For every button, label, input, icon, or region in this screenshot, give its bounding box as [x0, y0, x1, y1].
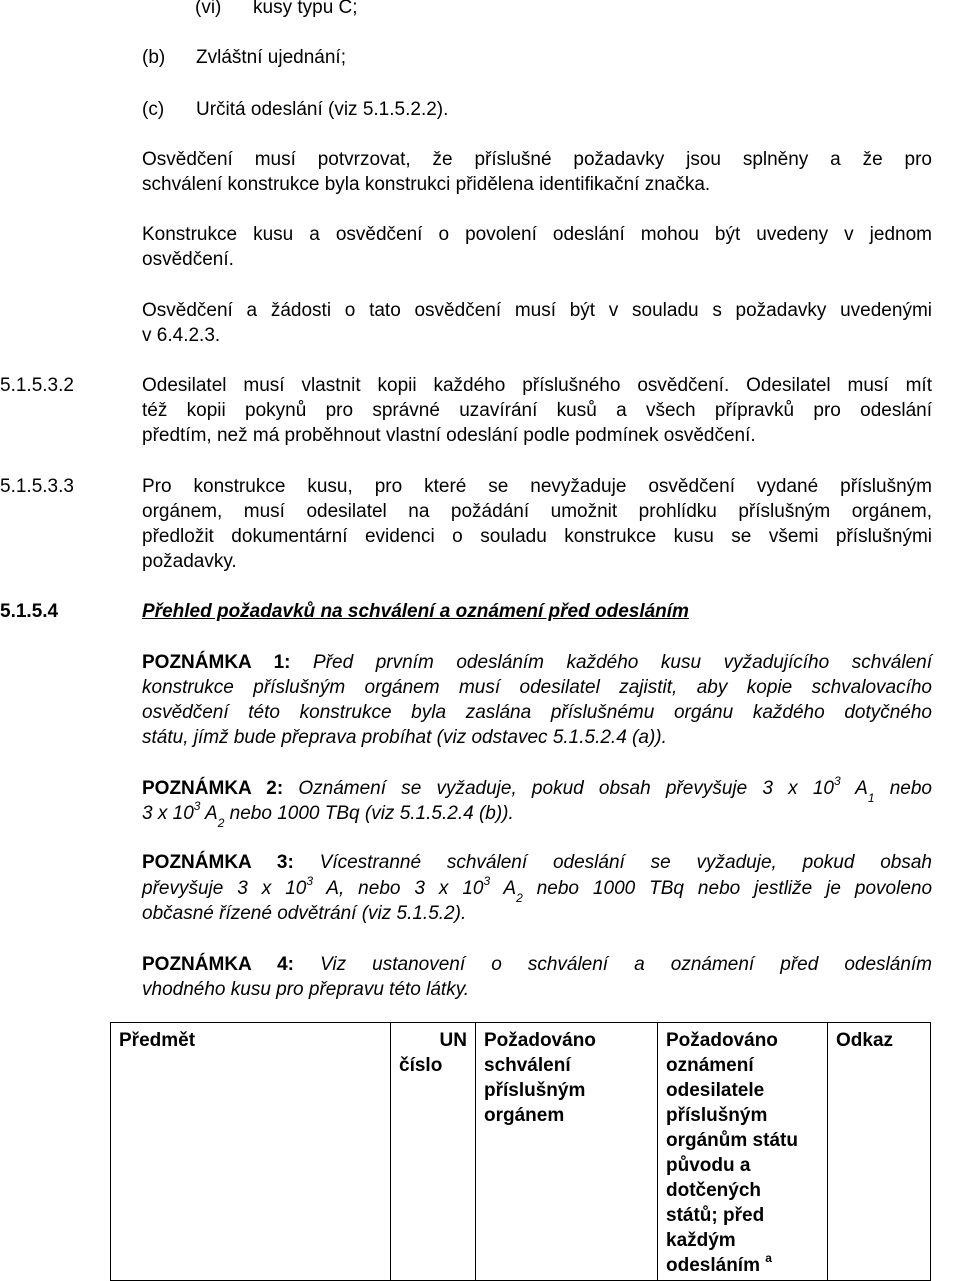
header-line: orgánem — [484, 1105, 565, 1126]
header-cell-subject — [111, 1023, 391, 1281]
exponent: 3 — [833, 773, 841, 788]
header-line: Odkaz — [836, 1030, 894, 1051]
note-text: A, nebo 3 x 10 — [313, 878, 484, 899]
note-line: občasné řízené odvětrání (viz 5.1.5.2). — [142, 903, 467, 924]
note-label: POZNÁMKA 4: — [142, 954, 295, 975]
header-line: orgánům státu — [666, 1130, 798, 1151]
list-item-text: Zvláštní ujednání; — [196, 47, 346, 68]
section-line: předložit dokumentární evidenci o souladu konstrukce kusu se všemi příslušnými — [142, 526, 932, 547]
header-cell-un-number — [391, 1023, 476, 1281]
section-number: 5.1.5.3.3 — [0, 476, 74, 497]
note-line: konstrukce příslušným orgánem musí odesilatel zajistit, aby kopie schvalovacího — [142, 677, 932, 698]
header-line: číslo — [399, 1055, 443, 1076]
note-text: převyšuje 3 x 10 — [142, 878, 307, 899]
header-line: dotčených — [666, 1180, 762, 1201]
paragraph-line: v 6.4.2.3. — [142, 325, 221, 346]
paragraph-line: Konstrukce kusu a osvědčení o povolení odeslání mohou být uvedeny v jednom — [142, 224, 932, 245]
header-line: Požadováno — [666, 1030, 778, 1051]
header-line: schválení — [484, 1055, 571, 1076]
paragraph-line: schválení konstrukce byla konstrukci přidělena identifikační značka. — [142, 174, 711, 195]
section-heading — [142, 599, 689, 624]
list-marker: (vi) — [195, 0, 222, 18]
header-line: oznámení — [666, 1055, 754, 1076]
header-line — [666, 1250, 819, 1278]
exponent: 3 — [306, 873, 314, 888]
note-text: A — [840, 778, 868, 799]
subscript: 1 — [867, 790, 875, 805]
note-line — [142, 873, 933, 905]
note-1 — [142, 650, 932, 675]
paragraph-line: Osvědčení musí potvrzovat, že příslušné požadavky jsou splněny a že pro — [142, 149, 932, 170]
subscript: 2 — [217, 815, 225, 830]
header-line: Požadováno — [484, 1030, 596, 1051]
header-cell-reference — [828, 1023, 931, 1281]
note-text: nebo 1000 TBq (viz 5.1.5.2.4 (b)). — [224, 803, 514, 824]
section-title: Přehled požadavků na schválení a oznámení před odesláním — [142, 601, 689, 622]
requirements-table — [110, 1022, 931, 1281]
note-text: Vícestranné schválení odeslání se vyžaduje, pokud obsah — [319, 852, 932, 873]
section-number: 5.1.5.3.2 — [0, 375, 74, 396]
note-text: Viz ustanovení o schválení a oznámení před odesláním — [320, 954, 932, 975]
header-line: UN — [439, 1030, 467, 1051]
header-line: odesilatele — [666, 1080, 765, 1101]
note-text: 3 x 10 — [142, 803, 194, 824]
exponent: 3 — [193, 798, 201, 813]
note-text: A — [490, 878, 517, 899]
note-2 — [142, 773, 932, 805]
header-line: každým — [666, 1230, 736, 1251]
section-line: požadavky. — [142, 551, 237, 572]
note-line: osvědčení této konstrukce byla zaslána příslušnému orgánu každého dotyčného — [142, 702, 932, 723]
table-header-row — [111, 1023, 931, 1281]
note-label: POZNÁMKA 2: — [142, 778, 284, 799]
note-text: nebo 1000 TBq nebo jestliže je povoleno — [522, 878, 933, 899]
footnote-mark: a — [765, 1250, 772, 1265]
paragraph-line: Osvědčení a žádosti o tato osvědčení musí být v souladu s požadavky uvedenými — [142, 300, 932, 321]
header-line: Předmět — [119, 1030, 196, 1051]
section-line: orgánem, musí odesilatel na požádání umožnit prohlídku příslušným orgánem, — [142, 501, 932, 522]
header-cell-approval — [476, 1023, 658, 1281]
paragraph-line: osvědčení. — [142, 249, 234, 270]
header-line: států; před — [666, 1205, 765, 1226]
header-line: původu a — [666, 1155, 751, 1176]
note-label: POZNÁMKA 3: — [142, 852, 294, 873]
list-marker: (c) — [142, 99, 165, 120]
note-text: nebo — [874, 778, 932, 799]
list-marker: (b) — [142, 47, 166, 68]
note-text: Oznámení se vyžaduje, pokud obsah převyšuje 3 x 10 — [298, 778, 834, 799]
header-line: příslušným — [484, 1080, 586, 1101]
note-3 — [142, 850, 932, 875]
section-line: předtím, než má proběhnout vlastní odeslání podle podmínek osvědčení. — [142, 425, 756, 446]
note-label: POZNÁMKA 1: — [142, 652, 291, 673]
section-number: 5.1.5.4 — [0, 601, 59, 622]
note-line: státu, jímž bude přeprava probíhat (viz odstavec 5.1.5.2.4 (a)). — [142, 727, 667, 748]
list-item-text: kusy typu C; — [253, 0, 358, 18]
section-line: Pro konstrukce kusu, pro které se nevyžaduje osvědčení vydané příslušným — [142, 476, 932, 497]
subscript: 2 — [516, 890, 523, 905]
list-item-text: Určitá odeslání (viz 5.1.5.2.2). — [196, 99, 449, 120]
note-line — [142, 798, 514, 830]
section-line: též kopii pokynů pro správné uzavírání kusů a všech přípravků pro odeslání — [142, 400, 932, 421]
header-line: příslušným — [666, 1105, 768, 1126]
note-text: A — [200, 803, 218, 824]
header-text: odesláním — [666, 1255, 760, 1276]
section-line: Odesilatel musí vlastnit kopii každého příslušného osvědčení. Odesilatel musí mít — [142, 375, 932, 396]
note-4 — [142, 952, 932, 977]
header-cell-notification — [658, 1023, 828, 1281]
exponent: 3 — [483, 873, 491, 888]
note-text: Před prvním odesláním každého kusu vyžadujícího schválení — [313, 652, 932, 673]
note-line: vhodného kusu pro přepravu této látky. — [142, 979, 470, 1000]
